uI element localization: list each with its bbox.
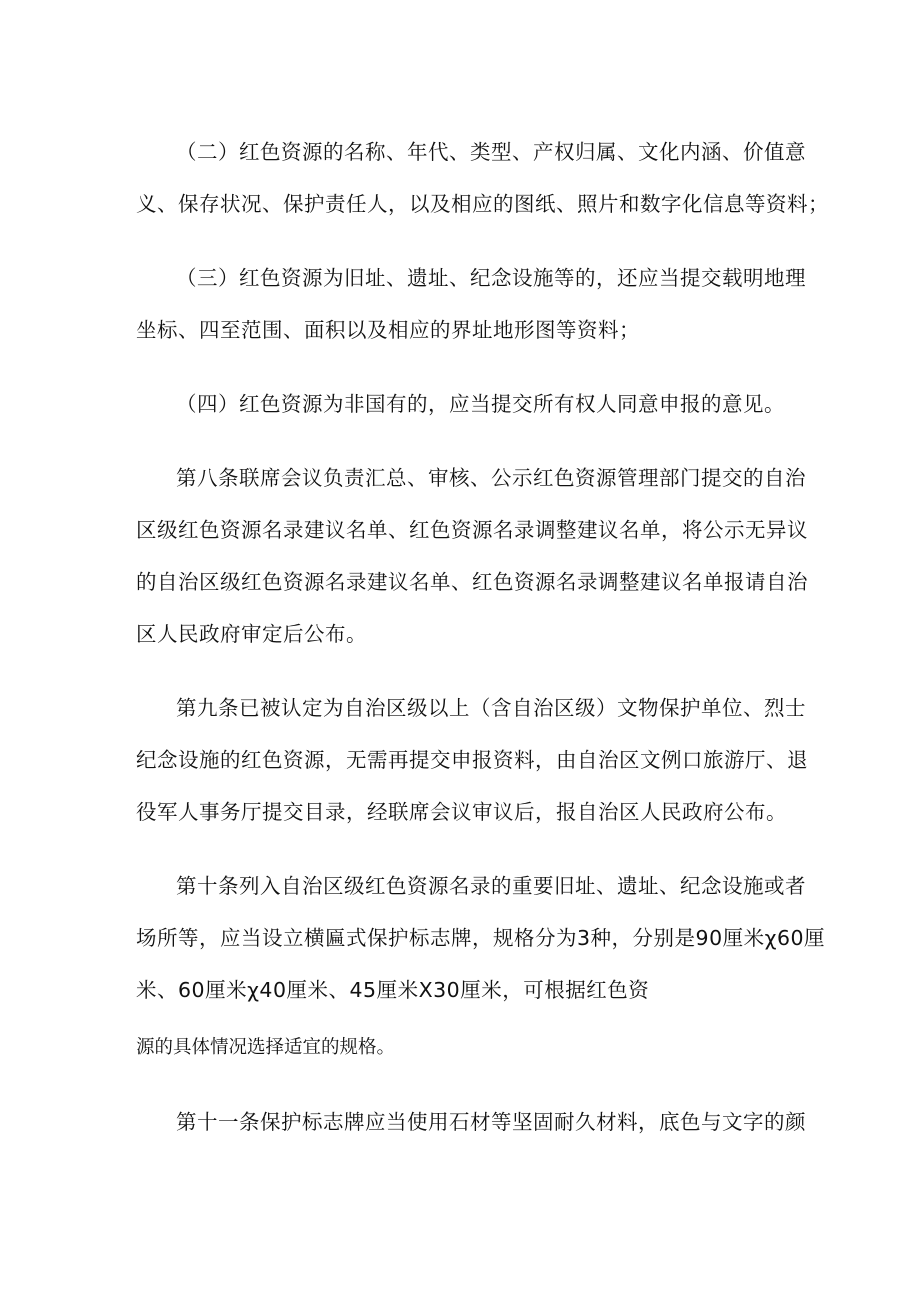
text-line: 役军人事务厅提交目录，经联席会议审议后，报自治区人民政府公布。 [136, 800, 787, 824]
text-line: （二）红色资源的名称、年代、类型、产权归属、文化内涵、价值意 [176, 140, 806, 164]
text-line: 米、60厘米χ40厘米、45厘米X30厘米，可根据红色资 [136, 978, 650, 1002]
text-line: 第八条联席会议负责汇总、审核、公示红色资源管理部门提交的自治 [176, 466, 806, 490]
text-line: 第十一条保护标志牌应当使用石材等坚固耐久材料，底色与文字的颜 [176, 1110, 806, 1134]
text-line: 区级红色资源名录建议名单、红色资源名录调整建议名单，将公示无异议 [136, 518, 808, 542]
text-line: 坐标、四至范围、面积以及相应的界址地形图等资料； [136, 318, 640, 342]
text-line: 第十条列入自治区级红色资源名录的重要旧址、遗址、纪念设施或者 [176, 874, 806, 898]
text-line: 纪念设施的红色资源，无需再提交申报资料，由自治区文例口旅游厅、退 [136, 748, 808, 772]
text-line: 的自治区级红色资源名录建议名单、红色资源名录调整建议名单报请自治 [136, 570, 808, 594]
text-line: 场所等，应当设立横匾式保护标志牌，规格分为3种，分别是90厘米χ60厘 [136, 926, 826, 950]
text-line: 第九条已被认定为自治区级以上（含自治区级）文物保护单位、烈士 [176, 696, 806, 720]
text-line: （三）红色资源为旧址、遗址、纪念设施等的，还应当提交载明地理 [176, 266, 806, 290]
text-line: （四）红色资源为非国有的，应当提交所有权人同意申报的意见。 [176, 392, 785, 416]
text-line: 区人民政府审定后公布。 [136, 622, 367, 646]
text-line: 源的具体情况选择适宜的规格。 [136, 1037, 396, 1058]
text-line: 义、保存状况、保护责任人，以及相应的图纸、照片和数字化信息等资料； [136, 192, 829, 216]
